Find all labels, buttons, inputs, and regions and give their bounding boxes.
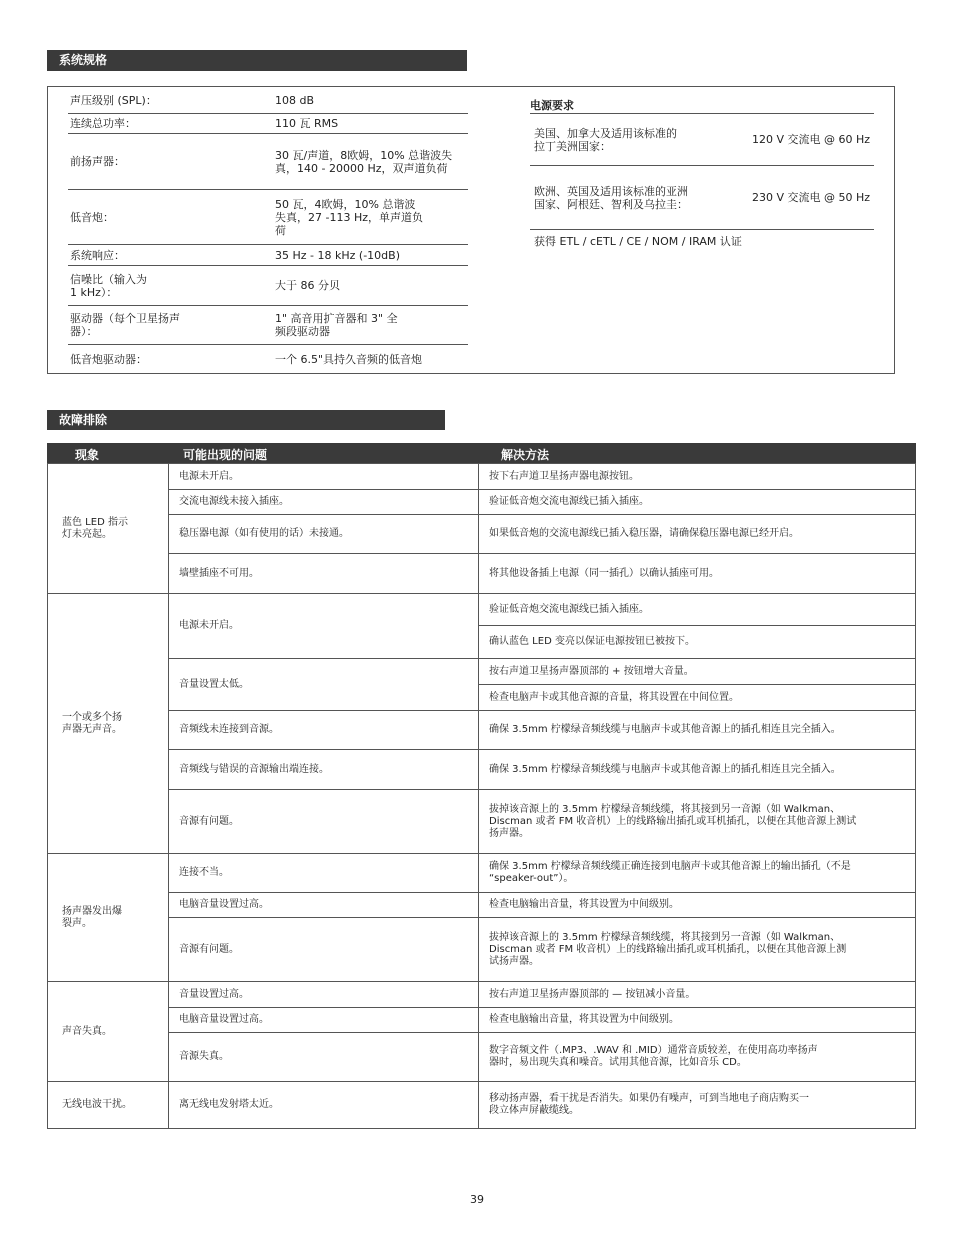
spec-value: 一个 6.5"具持久音频的低音炮	[275, 352, 423, 366]
solution-cell: 检查电脑声卡或其他音源的音量，将其设置在中间位置。	[478, 684, 916, 711]
problem-cell: 音频线未连接到音源。	[168, 710, 479, 750]
spec-row-spl	[68, 87, 468, 114]
problem-cell: 电脑音量设置过高。	[168, 892, 479, 918]
spec-value: 30 瓦/声道，8欧姆，10% 总谐波失 真，140 - 20000 Hz，双声道负荷	[275, 148, 453, 175]
troubleshooting-table-header	[47, 443, 916, 463]
power-value: 230 V 交流电 @ 50 Hz	[752, 191, 871, 204]
symptom-cell: 无线电波干扰。	[47, 1081, 169, 1129]
power-label: 欧洲、英国及适用该标准的亚洲 国家、阿根廷、智利及乌拉圭：	[534, 184, 688, 211]
solution-cell: 如果低音炮的交流电源线已插入稳压器，请确保稳压器电源已经开启。	[478, 514, 916, 554]
certification-text: 获得 ETL / cETL / CE / NOM / IRAM 认证	[534, 235, 742, 248]
solution-cell: 确保 3.5mm 柠檬绿音频线缆正确连接到电脑声卡或其他音源上的输出插孔（不是 “speaker-out”）。	[478, 853, 916, 893]
troubleshooting-table	[47, 463, 916, 1136]
solution-cell: 拔掉该音源上的 3.5mm 柠檬绿音频线缆，将其接到另一音源（如 Walkman、 Discman 或者 FM 收音机）上的线路输出插孔或耳机插孔，以便在其他音源上测 试扬声器。	[478, 917, 916, 982]
spec-box	[47, 86, 895, 374]
solution-cell: 验证低音炮交流电源线已插入插座。	[478, 593, 916, 626]
problem-cell: 连接不当。	[168, 853, 479, 893]
problem-cell: 音源有问题。	[168, 789, 479, 854]
power-row-europe	[530, 166, 874, 230]
problem-cell: 音频线与错误的音源输出端连接。	[168, 749, 479, 790]
spec-value: 108 dB	[275, 93, 315, 107]
solution-cell: 检查电脑输出音量，将其设置为中间级别。	[478, 892, 916, 918]
spec-value: 35 Hz - 18 kHz (-10dB)	[275, 248, 400, 262]
spec-label: 驱动器（每个卫星扬声 器）：	[70, 312, 180, 338]
spec-row-response	[68, 245, 468, 266]
page-number: 39	[470, 1193, 484, 1206]
problem-cell: 稳压器电源（如有使用的话）未接通。	[168, 514, 479, 554]
spec-section-title: 系统规格	[47, 50, 467, 71]
problem-cell: 电源未开启。	[168, 593, 479, 659]
spec-label: 系统响应：	[70, 248, 125, 262]
spec-row-snr	[68, 266, 468, 306]
spec-value: 110 瓦 RMS	[275, 117, 339, 130]
spec-row-subwoofer	[68, 190, 468, 245]
spec-row-sub-driver	[68, 345, 468, 373]
problem-cell: 电脑音量设置过高。	[168, 1007, 479, 1033]
spec-label: 信噪比（输入为 1 kHz）：	[70, 272, 147, 299]
spec-row-power	[68, 114, 468, 134]
problem-cell: 音源有问题。	[168, 917, 479, 982]
solution-cell: 拔掉该音源上的 3.5mm 柠檬绿音频线缆，将其接到另一音源（如 Walkman、 Discman 或者 FM 收音机）上的线路输出插孔或耳机插孔，以便在其他音源上测试 扬声器。	[478, 789, 916, 854]
troubleshooting-section-title: 故障排除	[47, 410, 445, 430]
problem-cell: 交流电源线未接入插座。	[168, 489, 479, 515]
spec-label: 低音炮：	[70, 210, 114, 224]
solution-cell: 按下右声道卫星扬声器电源按钮。	[478, 463, 916, 490]
problem-cell: 音量设置过高。	[168, 981, 479, 1008]
solution-cell: 按右声道卫星扬声器顶部的 — 按钮减小音量。	[478, 981, 916, 1008]
spec-label: 连续总功率：	[70, 117, 136, 130]
spec-row-drivers	[68, 306, 468, 345]
solution-cell: 移动扬声器，看干扰是否消失。如果仍有噪声，可到当地电子商店购买一 段立体声屏蔽缆线。	[478, 1081, 916, 1129]
solution-cell: 检查电脑输出音量，将其设置为中间级别。	[478, 1007, 916, 1033]
header-solution: 解决方法	[501, 448, 550, 462]
power-label: 美国、加拿大及适用该标准的 拉丁美洲国家：	[534, 126, 677, 153]
symptom-cell: 一个或多个扬 声器无声音。	[47, 593, 169, 854]
spec-value: 50 瓦，4欧姆，10% 总谐波 失真，27 -113 Hz，单声道负 荷	[275, 197, 423, 237]
spec-value: 大于 86 分贝	[275, 279, 340, 292]
problem-cell: 音源失真。	[168, 1032, 479, 1082]
power-row-americas	[530, 114, 874, 166]
power-value: 120 V 交流电 @ 60 Hz	[752, 133, 871, 146]
spec-label: 低音炮驱动器：	[70, 352, 147, 366]
header-symptom: 现象	[75, 448, 100, 462]
problem-cell: 电源未开启。	[168, 463, 479, 490]
problem-cell: 离无线电发射塔太近。	[168, 1081, 479, 1129]
symptom-cell: 声音失真。	[47, 981, 169, 1082]
spec-label: 前扬声器：	[70, 155, 125, 168]
problem-cell: 音量设置太低。	[168, 658, 479, 711]
solution-cell: 确认蓝色 LED 变亮以保证电源按钮已被按下。	[478, 625, 916, 659]
header-problem: 可能出现的问题	[183, 448, 268, 462]
solution-cell: 将其他设备插上电源（同一插孔）以确认插座可用。	[478, 553, 916, 594]
solution-cell: 确保 3.5mm 柠檬绿音频线缆与电脑声卡或其他音源上的插孔相连且完全插入。	[478, 710, 916, 750]
symptom-cell: 蓝色 LED 指示 灯未亮起。	[47, 463, 169, 594]
solution-cell: 确保 3.5mm 柠檬绿音频线缆与电脑声卡或其他音源上的插孔相连且完全插入。	[478, 749, 916, 790]
solution-cell: 数字音频文件（.MP3、.WAV 和 .MID）通常音质较差，在使用高功率扬声 器时，易出现失真和噪音。试用其他音源，比如音乐 CD。	[478, 1032, 916, 1082]
problem-cell: 墙壁插座不可用。	[168, 553, 479, 594]
spec-value: 1" 高音用扩音器和 3" 全 频段驱动器	[275, 312, 398, 338]
solution-cell: 验证低音炮交流电源线已插入插座。	[478, 489, 916, 515]
power-title: 电源要求	[530, 99, 574, 112]
solution-cell: 按右声道卫星扬声器顶部的 + 按钮增大音量。	[478, 658, 916, 685]
spec-row-front-speakers	[68, 134, 468, 190]
symptom-cell: 扬声器发出爆 裂声。	[47, 853, 169, 982]
spec-label: 声压级别 (SPL)：	[70, 93, 157, 107]
